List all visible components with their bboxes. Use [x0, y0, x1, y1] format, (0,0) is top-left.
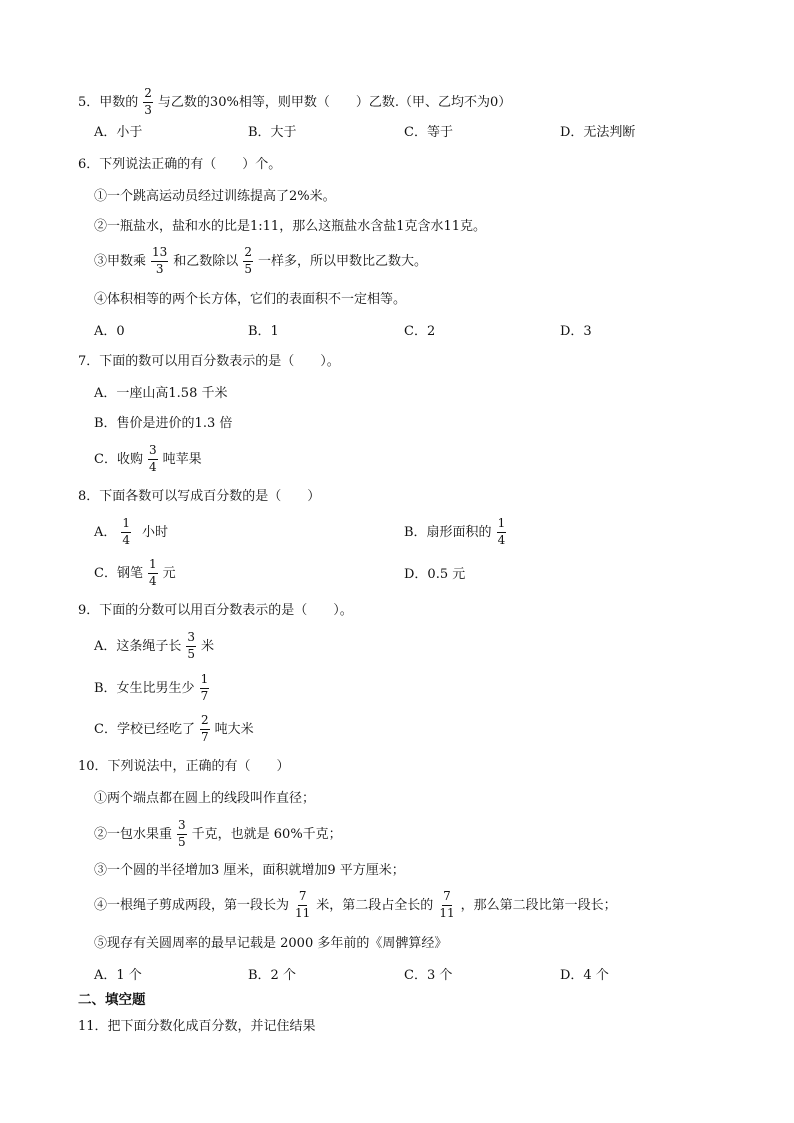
- option-d: D．无法判断: [560, 125, 636, 140]
- question-11-stem: 11．把下面分数化成百分数，并记住结果: [78, 1019, 316, 1034]
- section-heading: 二、填空题: [78, 992, 146, 1008]
- fraction: $\frac{7}{11}$: [295, 889, 311, 920]
- statement-2: ②一包水果重 $\frac{3}{5}$ 千克，也就是 60%千克；: [94, 818, 342, 849]
- question-9-stem: 9．下面的分数可以用百分数表示的是（ ）。: [78, 603, 353, 618]
- option-c: C．2: [404, 324, 436, 339]
- option-a: A． $\frac{1}{4}$ 小时: [94, 516, 169, 547]
- option-c: C．3 个: [404, 968, 453, 983]
- fraction: $\frac{3}{4}$: [148, 443, 157, 474]
- question-5-stem: 5．甲数的 $\frac{2}{3}$ 与乙数的30%相等，则甲数（ ）乙数.（甲、乙均不为0）: [78, 86, 512, 117]
- fraction: $\frac{2}{3}$: [144, 86, 152, 117]
- fraction: $\frac{3}{5}$: [178, 818, 186, 849]
- option-d: D．0.5 元: [404, 567, 466, 582]
- statement-5: ⑤现存有关圆周率的最早记载是 2000 多年前的《周髀算经》: [94, 936, 448, 951]
- question-10-stem: 10．下列说法中，正确的有（ ）: [78, 759, 290, 774]
- option-c: C．钢笔 $\frac{1}{4}$ 元: [94, 557, 176, 588]
- statement-3: ③甲数乘 $\frac{13}{3}$ 和乙数除以 $\frac{2}{5}$ 一样多，所以甲数比乙数大。: [94, 245, 427, 276]
- option-a: A．这条绳子长 $\frac{3}{5}$ 米: [94, 630, 215, 661]
- option-d: D．4 个: [560, 968, 609, 983]
- fraction: $\frac{1}{4}$: [497, 516, 506, 547]
- option-a: A．小于: [94, 125, 143, 140]
- option-c: C．学校已经吃了 $\frac{2}{7}$ 吨大米: [94, 713, 254, 744]
- statement-4: ④体积相等的两个长方体，它们的表面积不一定相等。: [94, 292, 407, 307]
- fraction: $\frac{2}{7}$: [200, 713, 209, 744]
- option-a: A．1 个: [94, 968, 142, 983]
- fraction: $\frac{13}{3}$: [152, 245, 168, 276]
- option-b: B．售价是进价的1.3 倍: [94, 416, 233, 431]
- question-6-stem: 6．下列说法正确的有（ ）个。: [78, 157, 282, 172]
- statement-1: ①一个跳高运动员经过训练提高了2%米。: [94, 189, 336, 204]
- fraction: $\frac{3}{5}$: [187, 630, 196, 661]
- option-c: C．等于: [404, 125, 453, 140]
- fraction: $\frac{2}{5}$: [244, 245, 252, 276]
- option-c: C．收购 $\frac{3}{4}$ 吨苹果: [94, 443, 202, 474]
- statement-1: ①两个端点都在圆上的线段叫作直径；: [94, 791, 316, 806]
- fraction: $\frac{7}{11}$: [439, 889, 455, 920]
- question-8-stem: 8．下面各数可以写成百分数的是（ ）: [78, 489, 321, 504]
- option-b: B．2 个: [248, 968, 296, 983]
- fraction: $\frac{1}{7}$: [200, 672, 209, 703]
- option-a: A．一座山高1.58 千米: [94, 386, 228, 401]
- option-a: A．0: [94, 324, 125, 339]
- option-b: B．大于: [248, 125, 297, 140]
- option-b: B．1: [248, 324, 279, 339]
- fraction: $\frac{1}{4}$: [148, 557, 157, 588]
- option-b: B．扇形面积的 $\frac{1}{4}$: [404, 516, 506, 547]
- option-d: D．3: [560, 324, 592, 339]
- fraction: $\frac{1}{4}$: [122, 516, 131, 547]
- statement-2: ②一瓶盐水，盐和水的比是1:11，那么这瓶盐水含盐1克含水11克。: [94, 219, 487, 234]
- statement-4: ④一根绳子剪成两段，第一段长为 $\frac{7}{11}$ 米，第二段占全长的 $\frac{7}{11}$ ，那么第二段比第一段长；: [94, 889, 617, 920]
- statement-3: ③一个圆的半径增加3 厘米，面积就增加9 平方厘米；: [94, 863, 405, 878]
- question-7-stem: 7．下面的数可以用百分数表示的是（ ）。: [78, 354, 340, 369]
- option-b: B．女生比男生少 $\frac{1}{7}$: [94, 672, 209, 703]
